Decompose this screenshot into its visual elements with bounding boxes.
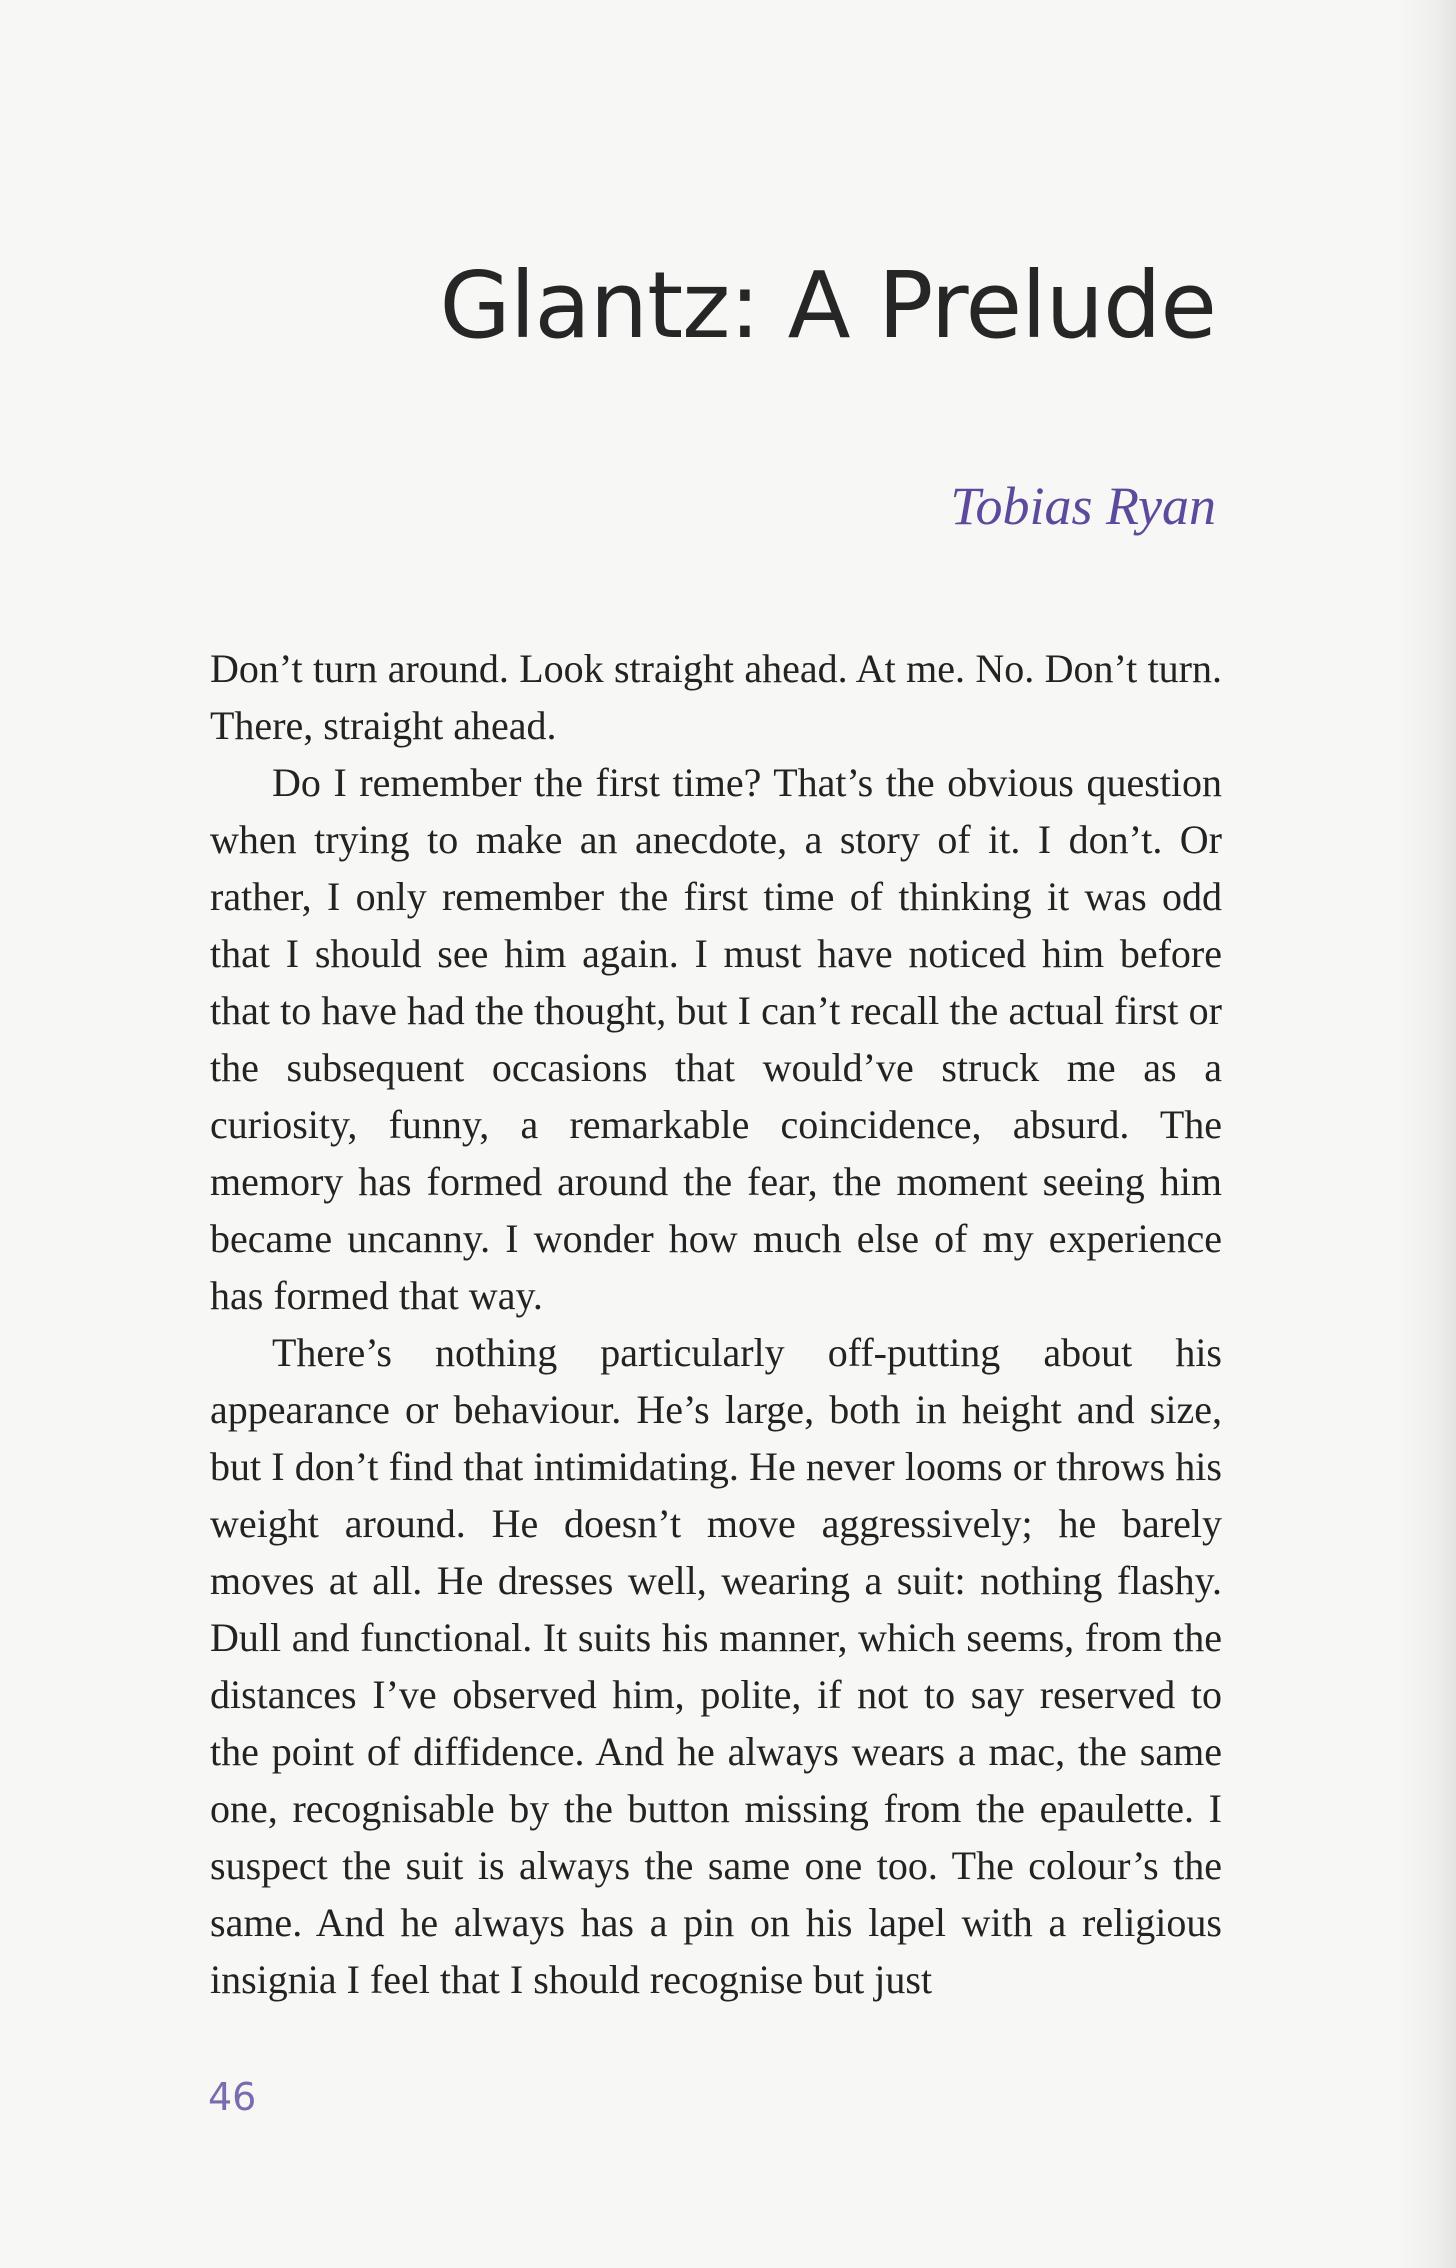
- author-name: Tobias Ryan: [950, 476, 1216, 536]
- article-title: Glantz: A Prelude: [439, 251, 1216, 359]
- page-edge-shadow: [1396, 0, 1456, 2268]
- page-number: 46: [208, 2075, 257, 2119]
- paragraph-1: Don’t turn around. Look straight ahead. At me. No. Don’t turn. There, straight ahead.: [210, 646, 1222, 748]
- paragraph-2: Do I remember the first time? That’s the obvious question when trying to make an anecdote, a story of it. I don’t. Or rather, I only remember the first time of thinking it was odd that I should see him again. I must have noticed him before that to have had the thought, but I can’t recall the actual first or the subsequent occasions that would’ve struck me as a curiosity, funny, a remarkable coincidence, absurd. The memory has formed around the fear, the moment seeing him became uncanny. I wonder how much else of my experience has formed that way.: [210, 760, 1222, 1318]
- paragraph-3: There’s nothing particularly off-putting about his appearance or behaviour. He’s large, both in height and size, but I don’t find that intimidating. He never looms or throws his weight around. He doesn’t move aggressively; he barely moves at all. He dresses well, wearing a suit: nothing flashy. Dull and functional. It suits his manner, which seems, from the distances I’ve observed him, polite, if not to say reserved to the point of diffidence. And he always wears a mac, the same one, recognisable by the button missing from the epaulette. I suspect the suit is always the same one too. The colour’s the same. And he always has a pin on his lapel with a religious insignia I feel that I should recognise but just: [210, 1330, 1222, 2002]
- article-body: [210, 640, 1222, 2008]
